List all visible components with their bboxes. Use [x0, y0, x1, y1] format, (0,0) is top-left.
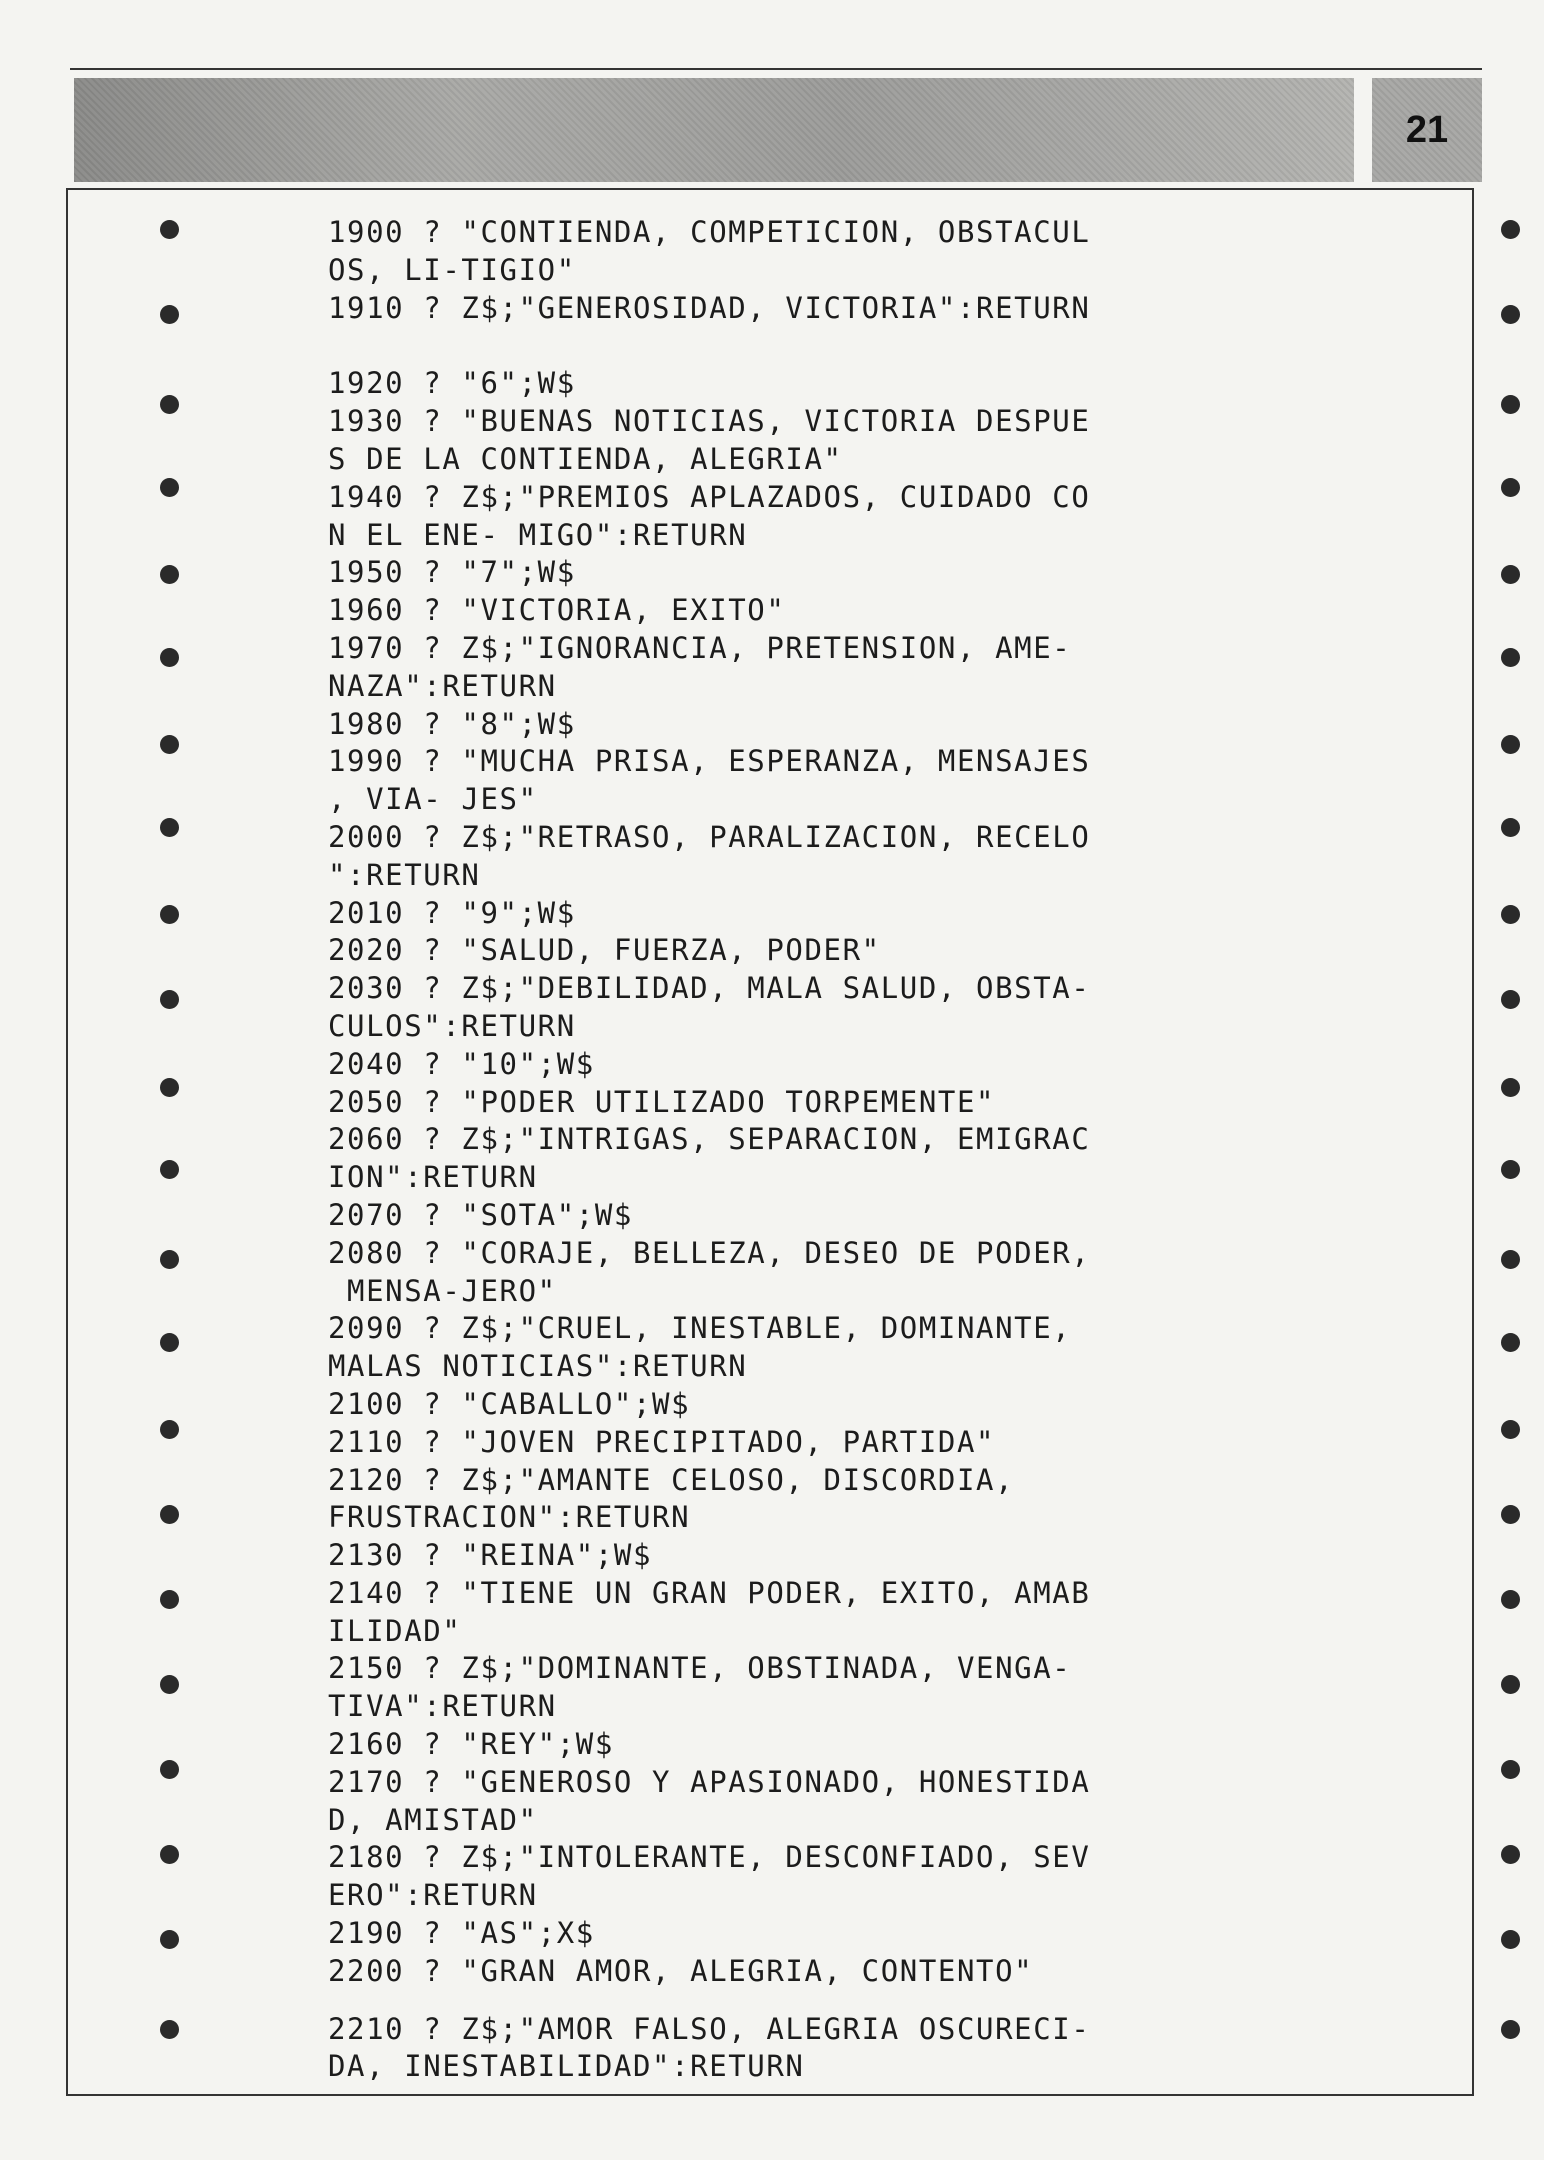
feed-hole	[1501, 1675, 1520, 1694]
code-line: DA, INESTABILIDAD":RETURN	[328, 2049, 805, 2084]
code-line: 2210 ? Z$;"AMOR FALSO, ALEGRIA OSCURECI-	[328, 2011, 1091, 2046]
feed-hole	[1501, 905, 1520, 924]
code-line: 2140 ? "TIENE UN GRAN PODER, EXITO, AMAB	[328, 1575, 1091, 1610]
code-line: 2030 ? Z$;"DEBILIDAD, MALA SALUD, OBSTA-	[328, 971, 1091, 1006]
feed-hole	[1501, 1505, 1520, 1524]
feed-hole	[1501, 305, 1520, 324]
feed-hole	[160, 395, 179, 414]
code-line: 2000 ? Z$;"RETRASO, PARALIZACION, RECELO	[328, 819, 1091, 854]
feed-hole	[1501, 990, 1520, 1009]
code-line: 2160 ? "REY";W$	[328, 1727, 614, 1762]
feed-hole	[160, 1760, 179, 1779]
feed-hole	[160, 1333, 179, 1352]
feed-hole	[160, 220, 179, 239]
feed-hole	[160, 1078, 179, 1097]
feed-hole	[160, 478, 179, 497]
feed-hole	[160, 648, 179, 667]
feed-hole	[160, 565, 179, 584]
code-line: 2070 ? "SOTA";W$	[328, 1197, 633, 1232]
code-line: 2080 ? "CORAJE, BELLEZA, DESEO DE PODER,	[328, 1235, 1091, 1270]
feed-hole	[1501, 1160, 1520, 1179]
feed-hole	[160, 735, 179, 754]
feed-hole	[160, 990, 179, 1009]
code-line: NAZA":RETURN	[328, 668, 557, 703]
top-rule	[70, 68, 1482, 70]
feed-hole	[1501, 1760, 1520, 1779]
feed-hole	[160, 1250, 179, 1269]
feed-hole	[1501, 565, 1520, 584]
feed-hole	[1501, 478, 1520, 497]
code-line: 1980 ? "8";W$	[328, 706, 576, 741]
code-line: 2060 ? Z$;"INTRIGAS, SEPARACION, EMIGRAC	[328, 1122, 1091, 1157]
code-line: N EL ENE- MIGO":RETURN	[328, 517, 748, 552]
page-number-box	[1372, 78, 1482, 182]
code-line: 1950 ? "7";W$	[328, 555, 576, 590]
feed-hole	[1501, 648, 1520, 667]
code-line: 1970 ? Z$;"IGNORANCIA, PRETENSION, AME-	[328, 630, 1072, 665]
code-line: ":RETURN	[328, 857, 481, 892]
tractor-feed-right	[1501, 190, 1521, 2094]
code-line: 1990 ? "MUCHA PRISA, ESPERANZA, MENSAJES	[328, 744, 1091, 779]
code-line: 2180 ? Z$;"INTOLERANTE, DESCONFIADO, SEV	[328, 1840, 1091, 1875]
feed-hole	[1501, 1845, 1520, 1864]
code-line: 2170 ? "GENEROSO Y APASIONADO, HONESTIDA	[328, 1764, 1091, 1799]
code-line: MENSA-JERO"	[328, 1273, 557, 1308]
code-line: , VIA- JES"	[328, 782, 538, 817]
feed-hole	[160, 1160, 179, 1179]
feed-hole	[1501, 395, 1520, 414]
code-line: 1960 ? "VICTORIA, EXITO"	[328, 593, 786, 628]
feed-hole	[1501, 1930, 1520, 1949]
code-line: 2200 ? "GRAN AMOR, ALEGRIA, CONTENTO"	[328, 1953, 1034, 1988]
code-line: 2130 ? "REINA";W$	[328, 1538, 653, 1573]
code-line: 2100 ? "CABALLO";W$	[328, 1386, 691, 1421]
tractor-feed-left	[160, 190, 180, 2094]
feed-hole	[1501, 220, 1520, 239]
code-line: OS, LI-TIGIO"	[328, 252, 576, 287]
feed-hole	[160, 1420, 179, 1439]
code-line: 2040 ? "10";W$	[328, 1046, 595, 1081]
code-line: ERO":RETURN	[328, 1878, 538, 1913]
feed-hole	[1501, 1333, 1520, 1352]
code-line: ILIDAD"	[328, 1613, 462, 1648]
header-band	[74, 78, 1354, 182]
feed-hole	[160, 818, 179, 837]
feed-hole	[1501, 1590, 1520, 1609]
feed-hole	[160, 1930, 179, 1949]
feed-hole	[160, 1845, 179, 1864]
code-line: 2110 ? "JOVEN PRECIPITADO, PARTIDA"	[328, 1424, 996, 1459]
feed-hole	[160, 305, 179, 324]
code-line: 2150 ? Z$;"DOMINANTE, OBSTINADA, VENGA-	[328, 1651, 1072, 1686]
code-line: MALAS NOTICIAS":RETURN	[328, 1349, 748, 1384]
code-line: 2120 ? Z$;"AMANTE CELOSO, DISCORDIA,	[328, 1462, 1015, 1497]
code-line: 1930 ? "BUENAS NOTICIAS, VICTORIA DESPUE	[328, 404, 1091, 439]
code-line: 1910 ? Z$;"GENEROSIDAD, VICTORIA":RETURN	[328, 290, 1091, 325]
feed-hole	[160, 2020, 179, 2039]
code-line: 2090 ? Z$;"CRUEL, INESTABLE, DOMINANTE,	[328, 1311, 1072, 1346]
page-number: 21	[1405, 108, 1449, 151]
feed-hole	[160, 1590, 179, 1609]
code-line: 2010 ? "9";W$	[328, 895, 576, 930]
code-line: S DE LA CONTIENDA, ALEGRIA"	[328, 441, 843, 476]
code-line: ION":RETURN	[328, 1160, 538, 1195]
feed-hole	[1501, 1078, 1520, 1097]
feed-hole	[160, 1505, 179, 1524]
code-line: 1900 ? "CONTIENDA, COMPETICION, OBSTACUL	[328, 215, 1091, 249]
code-line: TIVA":RETURN	[328, 1689, 557, 1724]
code-line: 1920 ? "6";W$	[328, 366, 576, 401]
feed-hole	[1501, 1420, 1520, 1439]
feed-hole	[1501, 735, 1520, 754]
code-line: 1940 ? Z$;"PREMIOS APLAZADOS, CUIDADO CO	[328, 479, 1091, 514]
code-line: 2020 ? "SALUD, FUERZA, PODER"	[328, 933, 881, 968]
code-line: CULOS":RETURN	[328, 1008, 576, 1043]
feed-hole	[1501, 1250, 1520, 1269]
code-listing	[328, 214, 1328, 2086]
feed-hole	[160, 905, 179, 924]
code-line: D, AMISTAD"	[328, 1802, 538, 1837]
feed-hole	[1501, 818, 1520, 837]
feed-hole	[1501, 2020, 1520, 2039]
code-line: 2050 ? "PODER UTILIZADO TORPEMENTE"	[328, 1084, 996, 1119]
feed-hole	[160, 1675, 179, 1694]
code-line: FRUSTRACION":RETURN	[328, 1500, 691, 1535]
code-line: 2190 ? "AS";X$	[328, 1916, 595, 1951]
